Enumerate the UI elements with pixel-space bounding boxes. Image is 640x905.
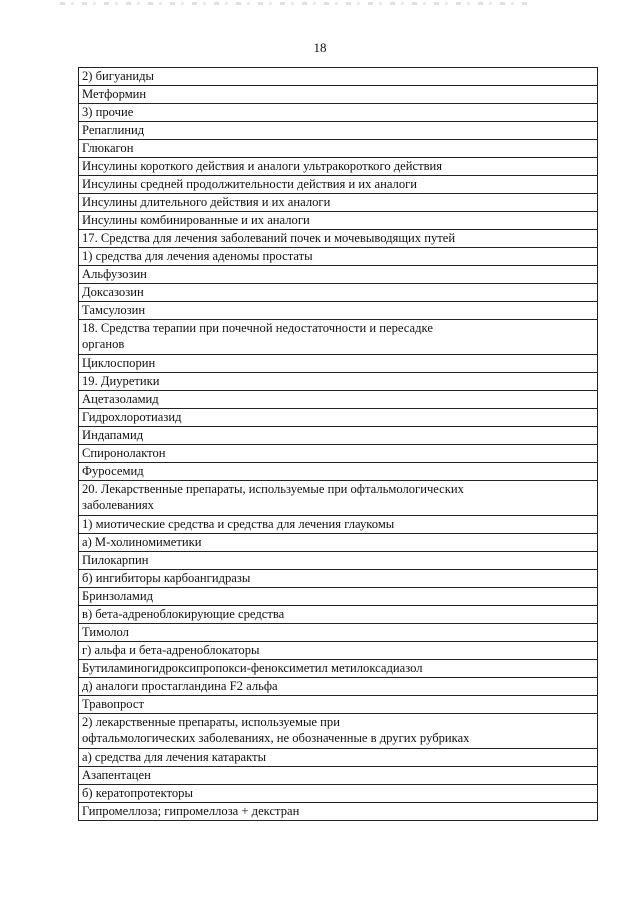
table-row bbox=[79, 122, 598, 140]
table-cell: Репаглинид bbox=[79, 122, 598, 140]
table-row bbox=[79, 749, 598, 767]
table-cell: Травопрост bbox=[79, 696, 598, 714]
table-cell: Инсулины короткого действия и аналоги ультракороткого действия bbox=[79, 158, 598, 176]
table-cell: Пилокарпин bbox=[79, 552, 598, 570]
table-cell: б) ингибиторы карбоангидразы bbox=[79, 570, 598, 588]
table-row bbox=[79, 194, 598, 212]
table-cell: 2) бигуаниды bbox=[79, 68, 598, 86]
table-cell: Доксазозин bbox=[79, 284, 598, 302]
table-cell: д) аналоги простагландина F2 альфа bbox=[79, 678, 598, 696]
table-row bbox=[79, 86, 598, 104]
table-row bbox=[79, 409, 598, 427]
table-row bbox=[79, 284, 598, 302]
table-row bbox=[79, 570, 598, 588]
table-cell: Глюкагон bbox=[79, 140, 598, 158]
table-cell: Гидрохлоротиазид bbox=[79, 409, 598, 427]
table-row bbox=[79, 391, 598, 409]
page-number: 18 bbox=[313, 40, 327, 55]
section-heading-cell: 17. Средства для лечения заболеваний почек и мочевыводящих путей bbox=[79, 230, 598, 248]
table-row bbox=[79, 463, 598, 481]
table-row bbox=[79, 373, 598, 391]
table-cell: 2) лекарственные препараты, используемые при офтальмологических заболеваниях, не обозначенные в других рубриках bbox=[79, 714, 598, 749]
table-cell: Бринзоламид bbox=[79, 588, 598, 606]
table-cell: Тимолол bbox=[79, 624, 598, 642]
section-heading-cell: 19. Диуретики bbox=[79, 373, 598, 391]
table-cell: в) бета-адреноблокирующие средства bbox=[79, 606, 598, 624]
table-cell: Альфузозин bbox=[79, 266, 598, 284]
table-row bbox=[79, 696, 598, 714]
table-cell: а) М-холиномиметики bbox=[79, 534, 598, 552]
table-row bbox=[79, 320, 598, 355]
table-row bbox=[79, 427, 598, 445]
table-cell: б) кератопротекторы bbox=[79, 785, 598, 803]
table-row bbox=[79, 176, 598, 194]
table-cell: Азапентацен bbox=[79, 767, 598, 785]
table-row bbox=[79, 642, 598, 660]
table-row bbox=[79, 516, 598, 534]
table-row bbox=[79, 552, 598, 570]
table-row bbox=[79, 248, 598, 266]
table-row bbox=[79, 355, 598, 373]
table-row bbox=[79, 104, 598, 122]
table-row bbox=[79, 803, 598, 821]
table-cell: Ацетазоламид bbox=[79, 391, 598, 409]
table-row bbox=[79, 158, 598, 176]
table-row bbox=[79, 606, 598, 624]
table-row bbox=[79, 534, 598, 552]
table-cell: Спиронолактон bbox=[79, 445, 598, 463]
section-heading-cell: 20. Лекарственные препараты, используемые при офтальмологических заболеваниях bbox=[79, 481, 598, 516]
table-row bbox=[79, 678, 598, 696]
table-cell: 1) средства для лечения аденомы простаты bbox=[79, 248, 598, 266]
table-cell: 1) миотические средства и средства для лечения глаукомы bbox=[79, 516, 598, 534]
table-row bbox=[79, 68, 598, 86]
table-cell: Гипромеллоза; гипромеллоза + декстран bbox=[79, 803, 598, 821]
table-cell: Инсулины длительного действия и их аналоги bbox=[79, 194, 598, 212]
table-row bbox=[79, 230, 598, 248]
table-cell: Инсулины комбинированные и их аналоги bbox=[79, 212, 598, 230]
table-row bbox=[79, 140, 598, 158]
table-cell: Фуросемид bbox=[79, 463, 598, 481]
table-cell: Циклоспорин bbox=[79, 355, 598, 373]
table-row bbox=[79, 481, 598, 516]
table-row bbox=[79, 660, 598, 678]
table-row bbox=[79, 212, 598, 230]
table-cell: Метформин bbox=[79, 86, 598, 104]
table-cell: 3) прочие bbox=[79, 104, 598, 122]
table-cell: Индапамид bbox=[79, 427, 598, 445]
table-cell: г) альфа и бета-адреноблокаторы bbox=[79, 642, 598, 660]
section-heading-cell: 18. Средства терапии при почечной недостаточности и пересадке органов bbox=[79, 320, 598, 355]
table-cell: а) средства для лечения катаракты bbox=[79, 749, 598, 767]
table-row bbox=[79, 266, 598, 284]
table-cell: Бутиламиногидроксипропокси-феноксиметил метилоксадиазол bbox=[79, 660, 598, 678]
table-row bbox=[79, 785, 598, 803]
table-row bbox=[79, 767, 598, 785]
table-row bbox=[79, 445, 598, 463]
table-row bbox=[79, 714, 598, 749]
table-row bbox=[79, 624, 598, 642]
table-cell: Тамсулозин bbox=[79, 302, 598, 320]
drug-list-table bbox=[78, 67, 598, 821]
table-cell: Инсулины средней продолжительности действия и их аналоги bbox=[79, 176, 598, 194]
scan-artifact bbox=[60, 2, 530, 5]
table-row bbox=[79, 588, 598, 606]
table-row bbox=[79, 302, 598, 320]
